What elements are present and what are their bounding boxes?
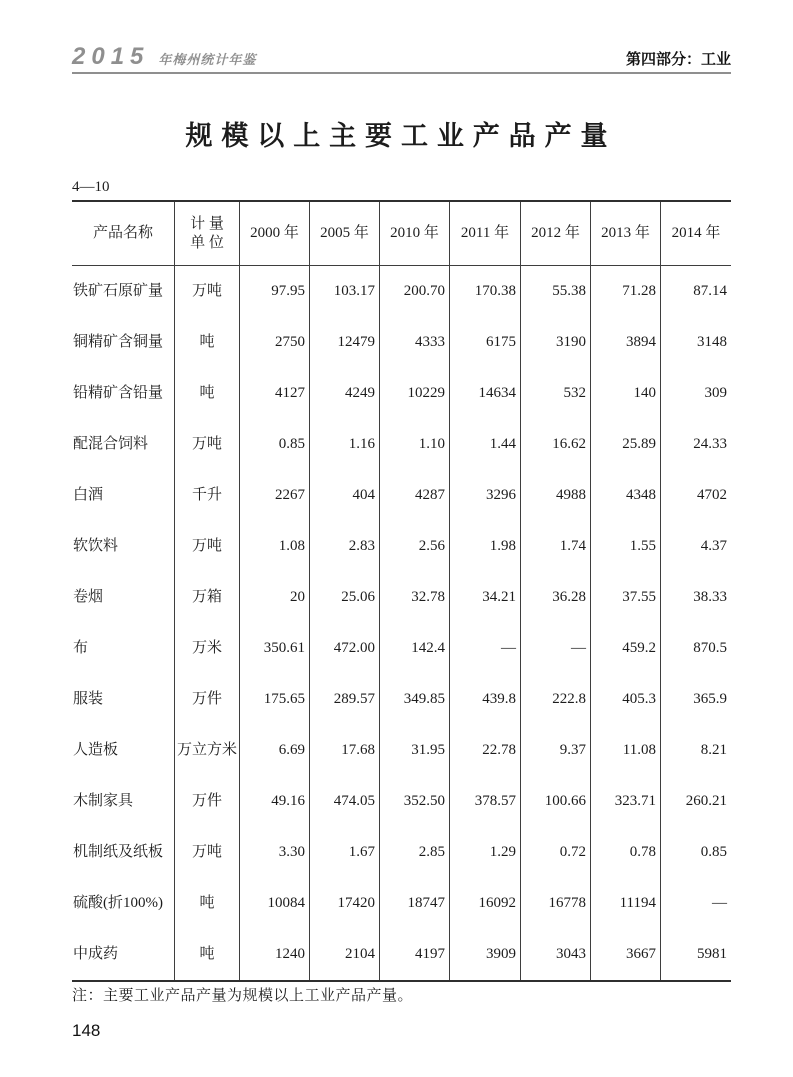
product-name-cell: 配混合饲料 [72, 419, 175, 470]
unit-cell: 吨 [175, 368, 240, 419]
col-header-year-2010: 2010 年 [380, 202, 450, 266]
year-value-cell: 350.61 [240, 623, 310, 674]
col-header-unit-line1: 计 量 [190, 215, 224, 232]
year-value-cell: 8.21 [700, 742, 727, 758]
unit-cell: 千升 [175, 470, 240, 521]
year-value-cell: 532 [521, 368, 591, 419]
year-value-cell: 4249 [310, 368, 380, 419]
table-note: 注：主要工业产品产量为规模以上工业产品产量。 [72, 988, 414, 1004]
year-value-cell: 24.33 [693, 436, 727, 452]
products-table [72, 200, 731, 982]
year-value-cell: 2104 [310, 929, 380, 980]
year-value-cell: 1.74 [521, 521, 591, 572]
year-value-cell: 6.69 [240, 725, 310, 776]
year-value-cell: 12479 [310, 317, 380, 368]
year-value-cell: 404 [310, 470, 380, 521]
year-value-cell: 474.05 [310, 776, 380, 827]
year-value-cell: 22.78 [450, 725, 521, 776]
year-value-cell: 4197 [380, 929, 450, 980]
table-code: 4—10 [72, 179, 110, 195]
year-value-cell: 25.89 [591, 419, 661, 470]
col-header-unit [175, 202, 240, 266]
product-name-cell: 卷烟 [72, 572, 175, 623]
product-name-cell: 人造板 [72, 725, 175, 776]
year-value-cell: — [521, 623, 591, 674]
year-value-cell: 1240 [240, 929, 310, 980]
running-head [72, 38, 731, 72]
year-value-cell: 9.37 [521, 725, 591, 776]
year-value-cell: 3190 [521, 317, 591, 368]
unit-cell: 万吨 [175, 266, 240, 317]
year-value-cell: 2750 [240, 317, 310, 368]
unit-cell: 吨 [175, 317, 240, 368]
year-value-cell: 3148 [697, 334, 727, 350]
year-value-cell: 10084 [240, 878, 310, 929]
product-name-cell: 中成药 [72, 929, 175, 980]
year-value-cell: 4.37 [700, 538, 727, 554]
logo-year-text: 2015 [72, 43, 150, 70]
col-header-unit-line2: 单 位 [190, 234, 224, 251]
year-value-cell: 11194 [591, 878, 661, 929]
year-value-cell: 4127 [240, 368, 310, 419]
year-value-cell: 49.16 [240, 776, 310, 827]
year-value-cell: 17.68 [310, 725, 380, 776]
year-value-cell: 200.70 [380, 266, 450, 317]
year-value-cell: 37.55 [591, 572, 661, 623]
unit-cell: 万箱 [175, 572, 240, 623]
year-value-cell: 352.50 [380, 776, 450, 827]
year-value-cell: 100.66 [521, 776, 591, 827]
year-value-cell: 16.62 [521, 419, 591, 470]
product-name-cell: 铅精矿含铅量 [72, 368, 175, 419]
year-value-cell: 170.38 [450, 266, 521, 317]
year-value-cell: 378.57 [450, 776, 521, 827]
year-value-cell: 4333 [380, 317, 450, 368]
year-value-cell: 222.8 [521, 674, 591, 725]
col-header-year-2011: 2011 年 [450, 202, 521, 266]
year-value-cell: 103.17 [310, 266, 380, 317]
year-value-cell: 289.57 [310, 674, 380, 725]
year-value-cell: 175.65 [240, 674, 310, 725]
year-value-cell: 0.85 [700, 844, 727, 860]
year-value-cell: 4702 [697, 487, 727, 503]
col-header-year-2000: 2000 年 [240, 202, 310, 266]
year-value-cell: 260.21 [685, 793, 727, 809]
year-value-cell: 3909 [450, 929, 521, 980]
year-value-cell: 1.55 [591, 521, 661, 572]
running-head-rule [72, 72, 731, 74]
year-value-cell: 16778 [521, 878, 591, 929]
col-header-year-2005: 2005 年 [310, 202, 380, 266]
col-header-year-2014: 2014 年 [661, 202, 731, 266]
year-value-cell: 142.4 [380, 623, 450, 674]
year-value-cell: 97.95 [240, 266, 310, 317]
year-value-cell: 870.5 [693, 640, 727, 656]
year-value-cell: 0.85 [240, 419, 310, 470]
year-value-cell: 323.71 [591, 776, 661, 827]
yearbook-logo [72, 45, 256, 69]
year-value-cell: 349.85 [380, 674, 450, 725]
product-name-cell: 布 [72, 623, 175, 674]
section-label: 第四部分：工业 [625, 51, 731, 68]
year-value-cell: 1.44 [450, 419, 521, 470]
product-name-cell: 机制纸及纸板 [72, 827, 175, 878]
year-value-cell: 2.56 [380, 521, 450, 572]
year-value-cell: 4988 [521, 470, 591, 521]
year-value-cell: 0.78 [591, 827, 661, 878]
year-value-cell: — [712, 895, 727, 911]
page-title: 规模以上主要工业产品产量 [185, 121, 617, 151]
year-value-cell: 3667 [591, 929, 661, 980]
unit-cell: 万吨 [175, 827, 240, 878]
year-value-cell: 3043 [521, 929, 591, 980]
logo-title-text: 年梅州统计年鉴 [158, 52, 257, 67]
unit-cell: 万米 [175, 623, 240, 674]
year-value-cell: 25.06 [310, 572, 380, 623]
year-value-cell: 405.3 [591, 674, 661, 725]
year-value-cell: 31.95 [380, 725, 450, 776]
year-value-cell: 34.21 [450, 572, 521, 623]
product-name-cell: 软饮料 [72, 521, 175, 572]
product-name-cell: 木制家具 [72, 776, 175, 827]
year-value-cell: 365.9 [693, 691, 727, 707]
year-value-cell: 11.08 [591, 725, 661, 776]
year-value-cell: 1.67 [310, 827, 380, 878]
year-value-cell: 1.10 [380, 419, 450, 470]
unit-cell: 万件 [175, 674, 240, 725]
year-value-cell: 17420 [310, 878, 380, 929]
product-name-cell: 服装 [72, 674, 175, 725]
year-value-cell: 2267 [240, 470, 310, 521]
year-value-cell: 16092 [450, 878, 521, 929]
year-value-cell: 10229 [380, 368, 450, 419]
year-value-cell: 4348 [591, 470, 661, 521]
unit-cell: 万吨 [175, 521, 240, 572]
year-value-cell: 439.8 [450, 674, 521, 725]
unit-cell: 万立方米 [175, 725, 240, 776]
year-value-cell: 38.33 [693, 589, 727, 605]
year-value-cell: 472.00 [310, 623, 380, 674]
year-value-cell: 459.2 [591, 623, 661, 674]
year-value-cell: 36.28 [521, 572, 591, 623]
year-value-cell: 14634 [450, 368, 521, 419]
year-value-cell: 87.14 [693, 283, 727, 299]
year-value-cell: 1.29 [450, 827, 521, 878]
year-value-cell: 2.85 [380, 827, 450, 878]
year-value-cell: 309 [704, 385, 727, 401]
year-value-cell: 1.16 [310, 419, 380, 470]
page-number: 148 [72, 1021, 101, 1040]
year-value-cell: 6175 [450, 317, 521, 368]
year-value-cell: 140 [591, 368, 661, 419]
col-header-product-name: 产品名称 [72, 202, 175, 266]
year-value-cell: 4287 [380, 470, 450, 521]
year-value-cell: 1.08 [240, 521, 310, 572]
col-header-year-2012: 2012 年 [521, 202, 591, 266]
year-value-cell: 3296 [450, 470, 521, 521]
product-name-cell: 铁矿石原矿量 [72, 266, 175, 317]
year-value-cell: 5981 [697, 946, 727, 962]
unit-cell: 吨 [175, 878, 240, 929]
product-name-cell: 硫酸(折100%) [72, 878, 175, 929]
year-value-cell: 71.28 [591, 266, 661, 317]
year-value-cell: 1.98 [450, 521, 521, 572]
year-value-cell: 20 [240, 572, 310, 623]
col-header-year-2013: 2013 年 [591, 202, 661, 266]
year-value-cell: 3.30 [240, 827, 310, 878]
unit-cell: 万件 [175, 776, 240, 827]
product-name-cell: 铜精矿含铜量 [72, 317, 175, 368]
year-value-cell: 18747 [380, 878, 450, 929]
year-value-cell: — [450, 623, 521, 674]
year-value-cell: 0.72 [521, 827, 591, 878]
year-value-cell: 55.38 [521, 266, 591, 317]
unit-cell: 吨 [175, 929, 240, 980]
product-name-cell: 白酒 [72, 470, 175, 521]
unit-cell: 万吨 [175, 419, 240, 470]
year-value-cell: 3894 [591, 317, 661, 368]
year-value-cell: 2.83 [310, 521, 380, 572]
year-value-cell: 32.78 [380, 572, 450, 623]
